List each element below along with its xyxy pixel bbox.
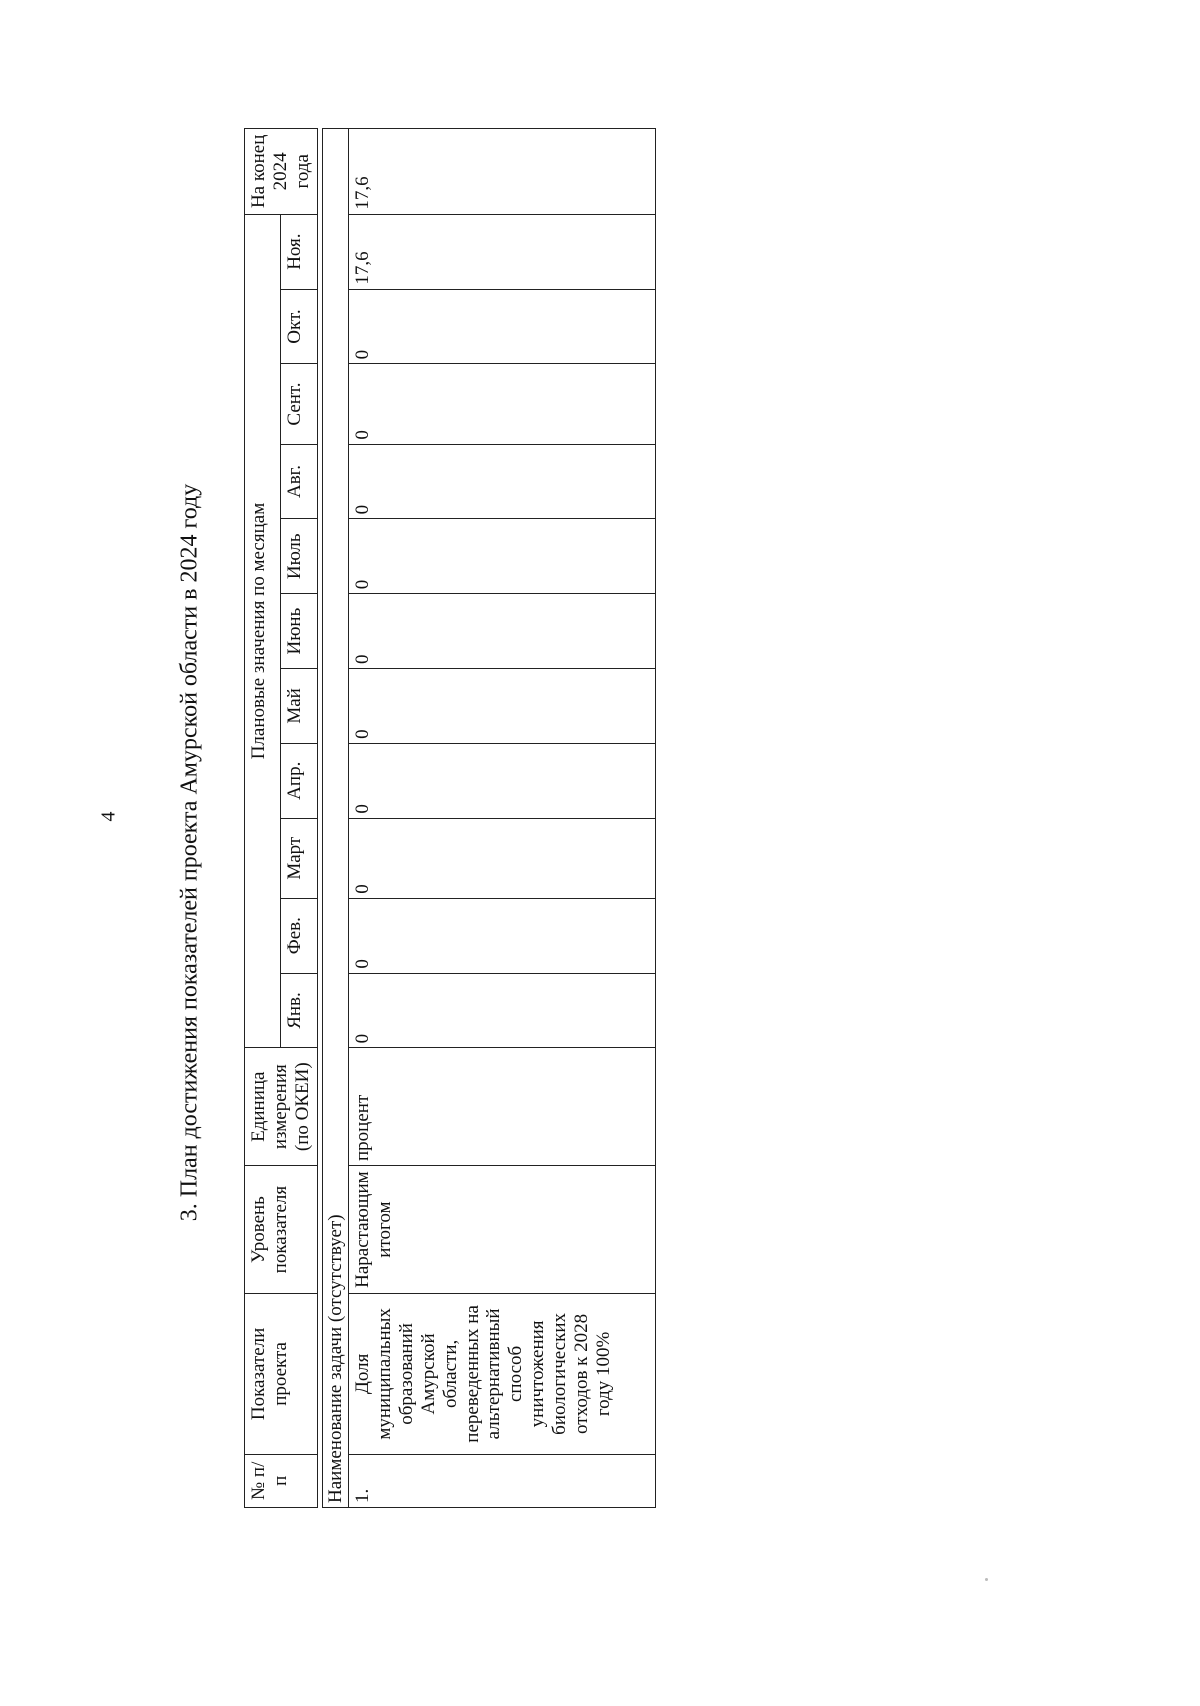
indicators-plan-table [244,128,656,1508]
header-year-end: На конец 2024 года [245,129,318,215]
header-month: Авг. [281,444,317,519]
header-indicator: Показатели проекта [245,1294,318,1454]
row-month-value: 0 [349,519,656,594]
row-month-value: 0 [349,594,656,669]
row-month-value: 0 [349,444,656,519]
header-month: Июль [281,519,317,594]
row-level: Нарастающим итогом [349,1165,656,1293]
header-month: Фев. [281,898,317,973]
header-month: Сент. [281,364,317,444]
header-level: Уровень показателя [245,1165,318,1293]
row-unit: процент [349,1048,656,1166]
header-months-group: Плановые значения по месяцам [245,214,281,1048]
header-month: Май [281,669,317,744]
header-month: Ноя. [281,214,317,289]
document-title: 3. План достижения показателей проекта Амурской области в 2024 году [176,483,203,1222]
row-month-value: 0 [349,973,656,1048]
row-month-value: 17,6 [349,214,656,289]
header-month: Янв. [281,973,317,1048]
row-month-value: 0 [349,669,656,744]
header-month: Апр. [281,743,317,818]
header-unit: Единица измерения (по ОКЕИ) [245,1048,318,1166]
row-indicator: Доля муниципальных образований Амурской области, переведенных на альтернативный способ уничтожения биологических отходов к 2028 году 100% [349,1294,656,1454]
row-year-end-value: 17,6 [349,129,656,215]
row-month-value: 0 [349,818,656,898]
table-header-row-1 [245,129,281,1508]
row-num: 1. [349,1454,656,1507]
page-number: 4 [97,811,120,822]
row-month-value: 0 [349,898,656,973]
row-month-value: 0 [349,743,656,818]
row-month-value: 0 [349,364,656,444]
header-month: Окт. [281,289,317,364]
table-row [349,129,656,1508]
task-row [322,129,349,1508]
row-month-value: 0 [349,289,656,364]
header-num: № п/п [245,1454,318,1507]
task-name-cell: Наименование задачи (отсутствует) [322,129,349,1508]
header-month: Июнь [281,594,317,669]
header-month: Март [281,818,317,898]
rotated-table-container [244,128,664,1508]
scan-speck [985,1578,988,1581]
